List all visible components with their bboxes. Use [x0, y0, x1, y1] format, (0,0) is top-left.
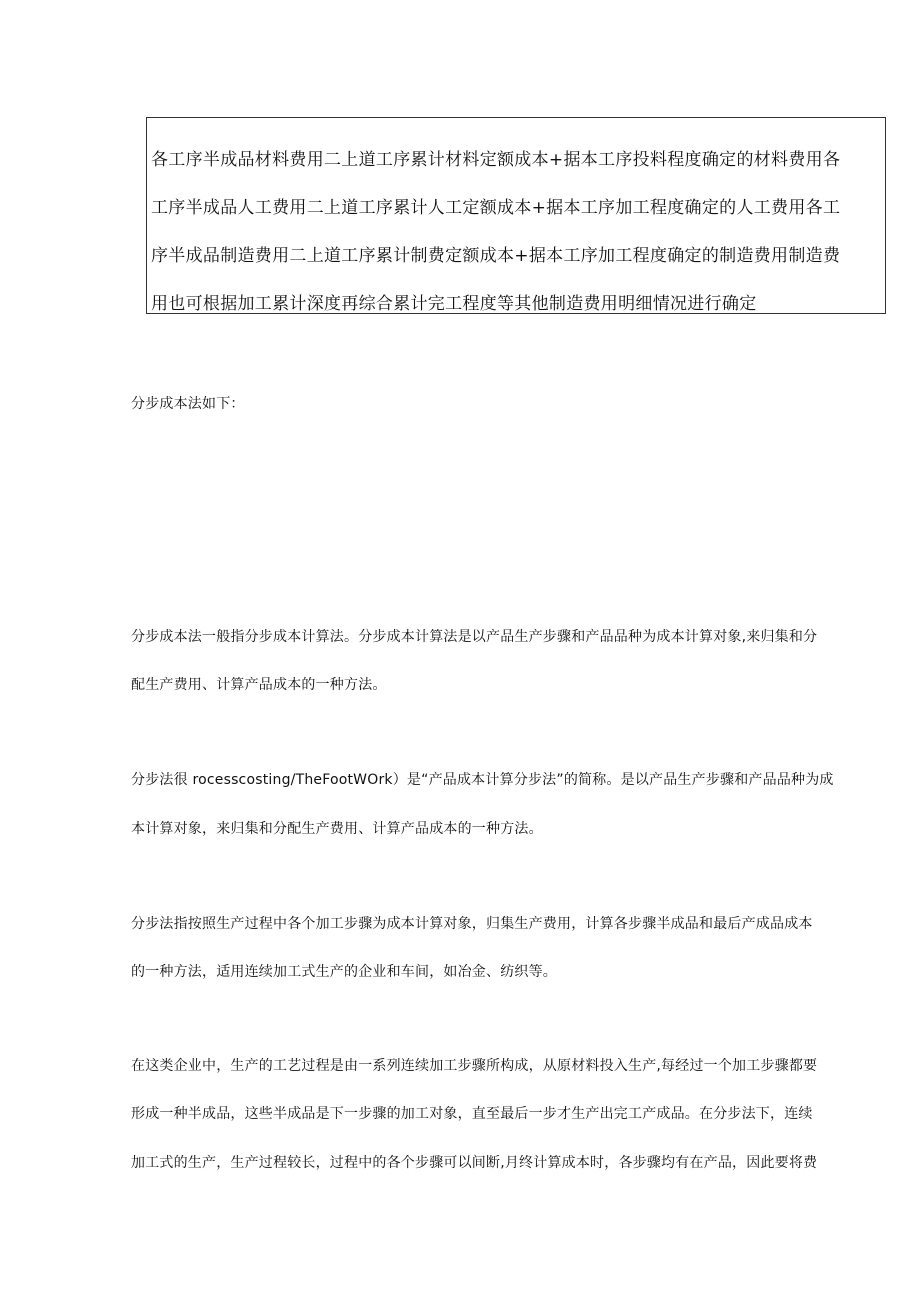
paragraph-4-line-3: 加工式的生产，生产过程较长，过程中的各个步骤可以间断,月终计算成本时，各步骤均有在产品，因此要将费 — [131, 1155, 818, 1171]
paragraph-1-line-1: 分步成本法一般指分步成本计算法。分步成本计算法是以产品生产步骤和产品品种为成本计算对象,来归集和分 — [131, 629, 818, 645]
paragraph-1-line-2: 配生产费用、计算产品成本的一种方法。 — [131, 677, 387, 693]
box-line: 各工序半成品材料费用二上道工序累计材料定额成本+据本工序投料程度确定的材料费用各 — [151, 150, 841, 170]
box-line: 工序半成品人工费用二上道工序累计人工定额成本+据本工序加工程度确定的人工费用各工 — [151, 198, 841, 218]
box-line: 序半成品制造费用二上道工序累计制费定额成本+据本工序加工程度确定的制造费用制造费 — [151, 246, 841, 266]
paragraph-4-line-1: 在这类企业中，生产的工艺过程是由一系列连续加工步骤所构成，从原材料投入生产,每经过一个加工步骤都要 — [131, 1058, 818, 1074]
box-line: 用也可根据加工累计深度再综合累计完工程度等其他制造费用明细情况进行确定 — [151, 294, 757, 314]
formula-box — [146, 117, 886, 314]
paragraph-2-line-2: 本计算对象，来归集和分配生产费用、计算产品成本的一种方法。 — [131, 821, 543, 837]
paragraph-2-line-1: 分步法很 rocesscosting/TheFootWOrk）是“产品成本计算分步法”的简称。是以产品生产步骤和产品品种为成 — [131, 772, 834, 788]
intro-text: 分步成本法如下： — [131, 396, 245, 412]
paragraph-3-line-1: 分步法指按照生产过程中各个加工步骤为成本计算对象，归集生产费用，计算各步骤半成品和最后产成品成本 — [131, 916, 813, 932]
paragraph-4-line-2: 形成一种半成品，这些半成品是下一步骤的加工对象，直至最后一步才生产出完工产成品。在分步法下，连续 — [131, 1106, 813, 1122]
paragraph-3-line-2: 的一种方法，适用连续加工式生产的企业和车间，如冶金、纺织等。 — [131, 964, 557, 980]
